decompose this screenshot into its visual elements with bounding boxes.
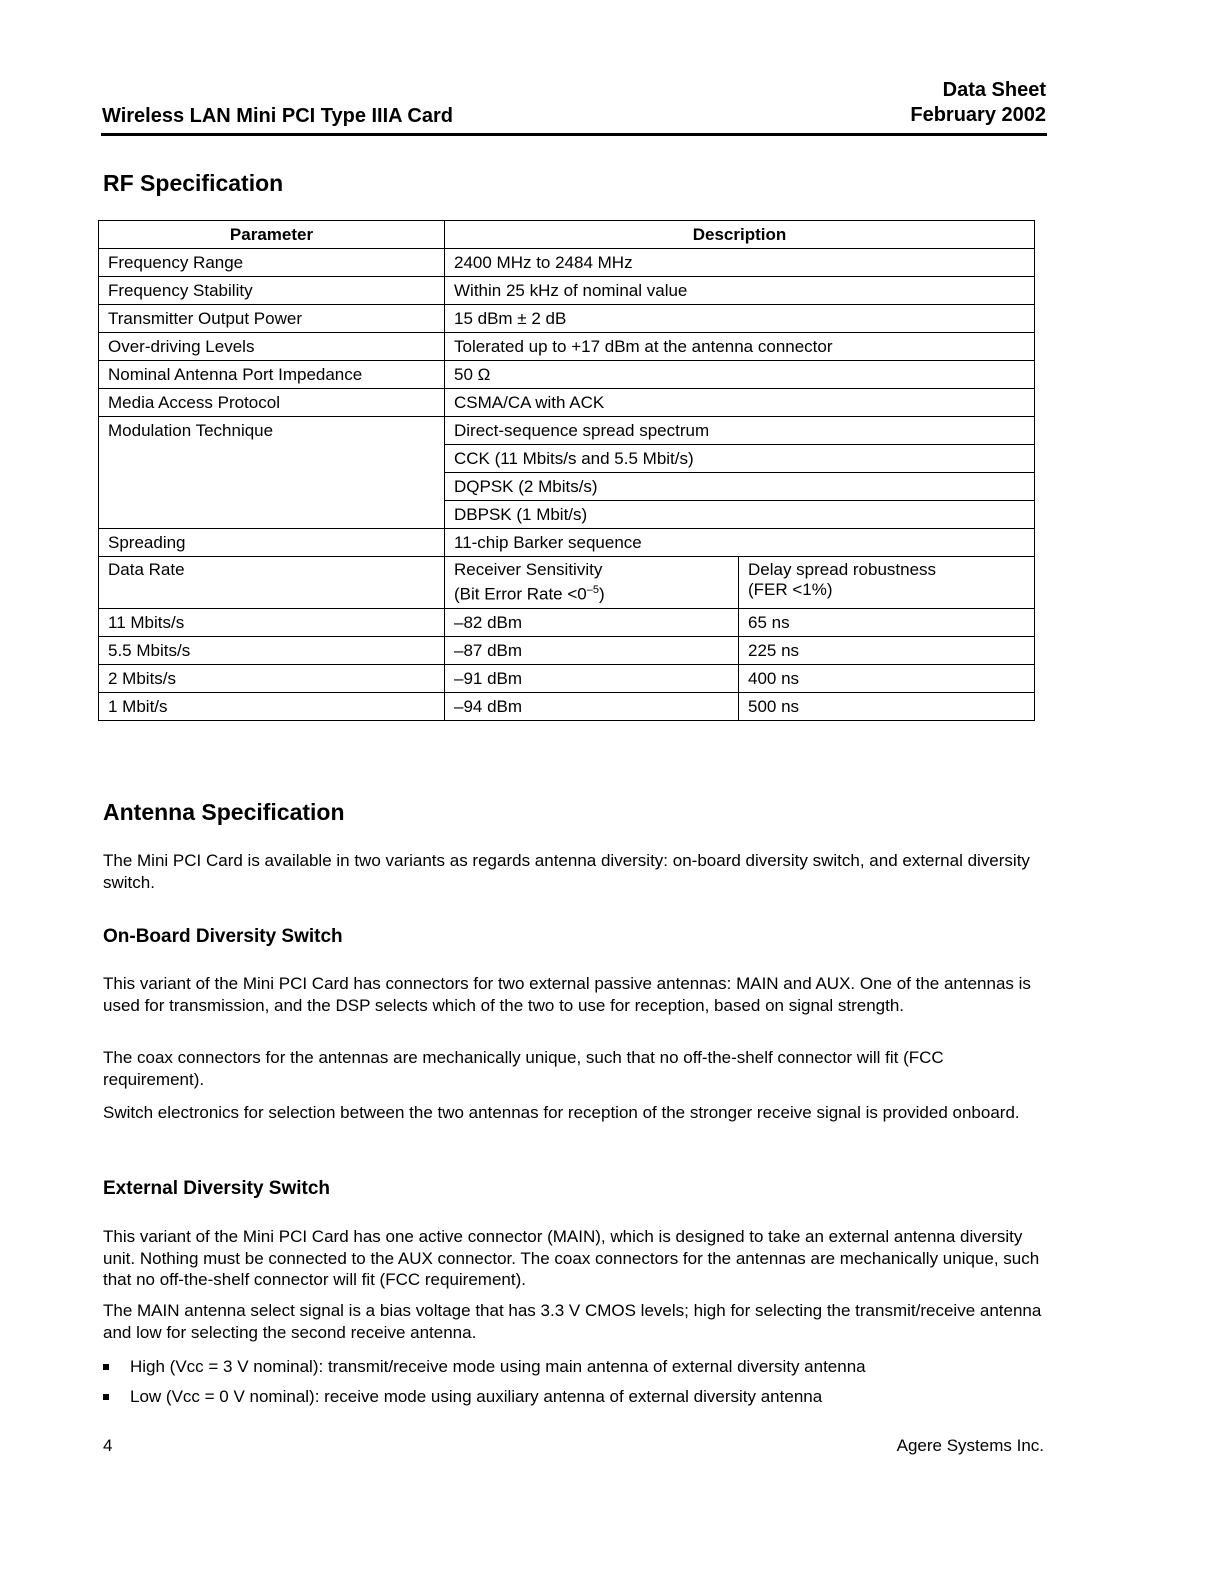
desc-cell: DQPSK (2 Mbits/s) <box>445 473 1035 501</box>
external-paragraph-2: The MAIN antenna select signal is a bias voltage that has 3.3 V CMOS levels; high for selecting the transmit/receive antenna and low for selecting the second receive antenna. <box>103 1301 1042 1342</box>
desc-cell: 50 Ω <box>445 361 1035 389</box>
delay-sublabel: (FER <1%) <box>748 580 833 599</box>
external-paragraph-1: This variant of the Mini PCI Card has one active connector (MAIN), which is designed to take an external antenna diversity unit. Nothing must be connected to the AUX connector. The coax connectors for the antennas are mechanically unique, such that no off-the-shelf connector will fit (FCC requirement). <box>103 1227 1040 1289</box>
delay-cell: 500 ns <box>739 693 1035 721</box>
table-row <box>99 637 1035 665</box>
param-cell: Modulation Technique <box>99 417 445 529</box>
desc-cell: 2400 MHz to 2484 MHz <box>445 249 1035 277</box>
param-cell: Spreading <box>99 529 445 557</box>
table-row <box>99 305 1035 333</box>
document-title: Wireless LAN Mini PCI Type IIIA Card <box>102 105 453 127</box>
desc-cell: Tolerated up to +17 dBm at the antenna connector <box>445 333 1035 361</box>
bullet-square-icon <box>103 1364 109 1370</box>
delay-cell: 400 ns <box>739 665 1035 693</box>
sensitivity-cell: –82 dBm <box>445 609 739 637</box>
table-row <box>99 529 1035 557</box>
col-header-description: Description <box>445 221 1035 249</box>
param-cell: Over-driving Levels <box>99 333 445 361</box>
bullet-text: Low (Vcc = 0 V nominal): receive mode using auxiliary antenna of external diversity antenna <box>130 1387 823 1406</box>
table-row <box>99 609 1035 637</box>
desc-cell: 11-chip Barker sequence <box>445 529 1035 557</box>
table-row <box>99 557 1035 609</box>
antenna-spec-heading: Antenna Specification <box>103 799 345 825</box>
company-name: Agere Systems Inc. <box>896 1436 1044 1455</box>
ber-exponent: –5 <box>586 584 599 596</box>
bullet-square-icon <box>103 1394 109 1400</box>
desc-cell: 15 dBm ± 2 dB <box>445 305 1035 333</box>
table-row <box>99 417 1035 445</box>
param-cell: Frequency Range <box>99 249 445 277</box>
onboard-paragraph-3: Switch electronics for selection between the two antennas for reception of the stronger receive signal is provided onboard. <box>103 1103 1020 1122</box>
param-cell: Transmitter Output Power <box>99 305 445 333</box>
antenna-intro: The Mini PCI Card is available in two variants as regards antenna diversity: on-board diversity switch, and external diversity switch. <box>103 851 1030 892</box>
desc-cell: DBPSK (1 Mbit/s) <box>445 501 1035 529</box>
table-row <box>99 361 1035 389</box>
ber-close: ) <box>599 584 605 604</box>
param-cell: Media Access Protocol <box>99 389 445 417</box>
param-cell: Data Rate <box>99 557 445 609</box>
delay-header-cell <box>739 557 1035 609</box>
ber-label: (Bit Error Rate <0 <box>454 584 587 604</box>
sensitivity-label: Receiver Sensitivity <box>454 560 603 579</box>
delay-label: Delay spread robustness <box>748 560 937 579</box>
page-header <box>101 78 1047 136</box>
external-heading: External Diversity Switch <box>103 1178 331 1199</box>
onboard-paragraph-1: This variant of the Mini PCI Card has connectors for two external passive antennas: MAIN and AUX. One of the antennas is used for transmission, and the DSP selects which of the two to use for reception, based on signal strength. <box>103 974 1031 1015</box>
onboard-heading: On-Board Diversity Switch <box>103 926 343 947</box>
doc-date: February 2002 <box>910 104 1046 126</box>
table-row <box>99 333 1035 361</box>
rf-spec-heading: RF Specification <box>103 170 284 196</box>
table-row <box>99 249 1035 277</box>
desc-cell: CSMA/CA with ACK <box>445 389 1035 417</box>
delay-cell: 225 ns <box>739 637 1035 665</box>
rf-spec-table <box>98 220 1035 721</box>
table-row <box>99 277 1035 305</box>
rate-cell: 5.5 Mbits/s <box>99 637 445 665</box>
table-header-row <box>99 221 1035 249</box>
onboard-paragraph-2: The coax connectors for the antennas are mechanically unique, such that no off-the-shelf connector will fit (FCC requirement). <box>103 1048 944 1089</box>
sensitivity-cell: –87 dBm <box>445 637 739 665</box>
param-cell: Nominal Antenna Port Impedance <box>99 361 445 389</box>
sensitivity-header-cell <box>445 557 739 609</box>
rate-cell: 2 Mbits/s <box>99 665 445 693</box>
desc-cell: Within 25 kHz of nominal value <box>445 277 1035 305</box>
table-row <box>99 693 1035 721</box>
delay-cell: 65 ns <box>739 609 1035 637</box>
param-cell: Frequency Stability <box>99 277 445 305</box>
table-row <box>99 665 1035 693</box>
page-number: 4 <box>103 1436 113 1455</box>
sensitivity-cell: –91 dBm <box>445 665 739 693</box>
sensitivity-sublabel <box>454 580 738 605</box>
sensitivity-cell: –94 dBm <box>445 693 739 721</box>
rate-cell: 1 Mbit/s <box>99 693 445 721</box>
col-header-parameter: Parameter <box>99 221 445 249</box>
header-right <box>910 78 1046 128</box>
desc-cell: Direct-sequence spread spectrum <box>445 417 1035 445</box>
rate-cell: 11 Mbits/s <box>99 609 445 637</box>
table-row <box>99 389 1035 417</box>
bullet-text: High (Vcc = 3 V nominal): transmit/receive mode using main antenna of external diversity antenna <box>130 1357 866 1376</box>
desc-cell: CCK (11 Mbits/s and 5.5 Mbit/s) <box>445 445 1035 473</box>
doc-type: Data Sheet <box>942 79 1046 101</box>
